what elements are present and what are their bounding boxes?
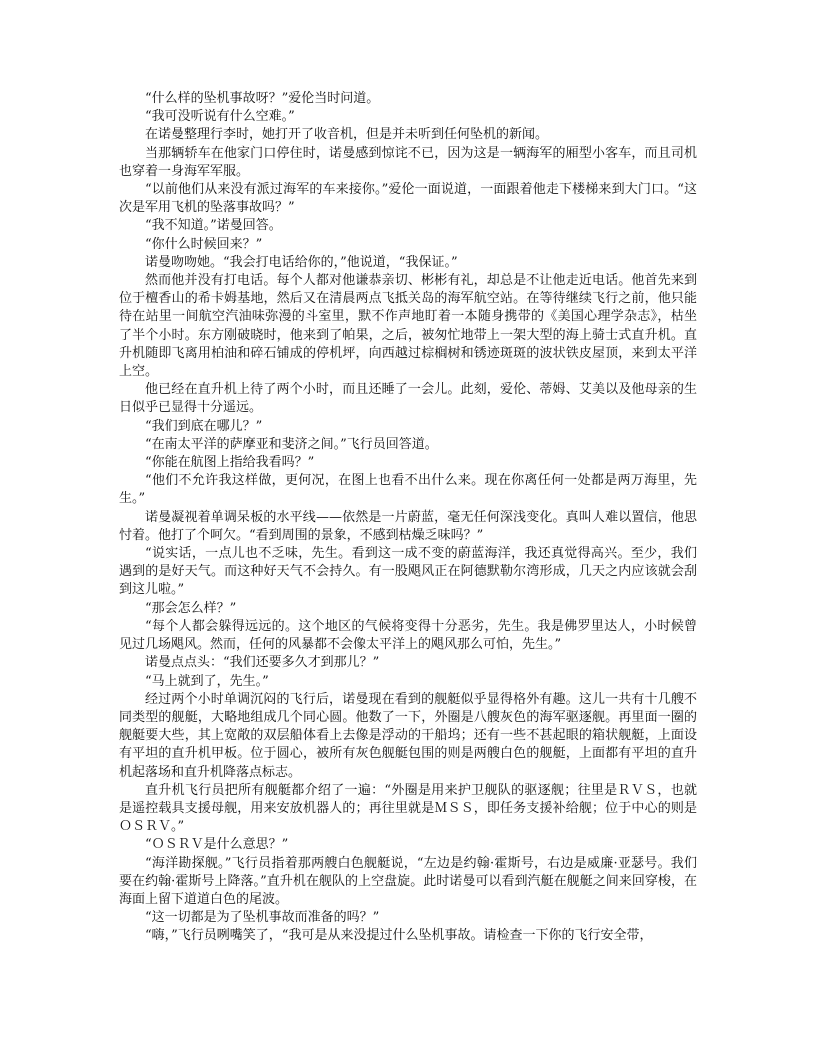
paragraph: “说实话，一点儿也不乏味，先生。看到这一成不变的蔚蓝海洋，我还真觉得高兴。至少，我们遇到的是好天气。而这种好天气不会持久。有一股飓风正在阿德默勒尔湾形成，几天之内应该就会刮到这儿啦。” (119, 546, 697, 598)
paragraph: “那会怎么样？” (145, 600, 237, 616)
paragraph: “在南太平洋的萨摩亚和斐济之间。”飞行员回答道。 (145, 436, 438, 452)
paragraph: “这一切都是为了坠机事故而准备的吗？” (145, 910, 380, 926)
document-page (119, 90, 697, 946)
paragraph: “你什么时候回来？” (145, 236, 263, 252)
paragraph: “他们不允许我这样做，更何况，在图上也看不出什么来。现在你离任何一处都是两万海里，先生。” (119, 473, 697, 507)
paragraph: “我可没听说有什么空难。” (145, 109, 295, 125)
paragraph: 直升机飞行员把所有舰艇都介绍了一遍：“外圈是用来护卫舰队的驱逐舰；往里是ＲＶＳ，也就是遥控载具支援母舰，用来安放机器人的；再往里就是ＭＳＳ，即任务支援补给舰；位于中心的则是ＯＳＲＶ。” (119, 782, 697, 835)
paragraph: “以前他们从来没有派过海军的车来接你。”爱伦一面说道，一面跟着他走下楼梯来到大门口。“这次是军用飞机的坠落事故吗？” (119, 182, 697, 216)
paragraph: “什么样的坠机事故呀？”爱伦当时问道。 (145, 91, 380, 106)
paragraph: 诺曼凝视着单调呆板的水平线——依然是一片蔚蓝，毫无任何深浅变化。真叫人难以置信，他思忖着。他打了个呵欠。“看到周围的景象，不感到枯燥乏味吗？” (119, 509, 697, 543)
paragraph: “海洋勘探舰。”飞行员指着那两艘白色舰艇说，“左边是约翰·霍斯号，右边是威廉·亚瑟号。我们要在约翰·霍斯号上降落。”直升机在舰队的上空盘旋。此时诺曼可以看到汽艇在舰艇之间来回穿梭，在海面上留下道道白色的尾波。 (119, 855, 697, 907)
paragraph: 当那辆轿车在他家门口停住时，诺曼感到惊诧不已，因为这是一辆海军的厢型小客车，而且司机也穿着一身海军军服。 (119, 145, 697, 179)
paragraph: 在诺曼整理行李时，她打开了收音机，但是并未听到任何坠机的新闻。 (145, 127, 549, 143)
paragraph: “我们到底在哪儿？” (145, 418, 263, 434)
paragraph: “你能在航图上指给我看吗？” (145, 455, 315, 471)
paragraph: 然而他并没有打电话。每个人都对他谦恭亲切、彬彬有礼，却总是不让他走近电话。他首先来到位于檀香山的希卡姆基地，然后又在清晨两点飞抵关岛的海军航空站。在等待继续飞行之前，他只能待在站里一间航空汽油味弥漫的斗室里，默不作声地盯着一本随身携带的《美国心理学杂志》，枯坐了半个小时。东方刚破晓时，他来到了帕果，之后，被匆忙地带上一架大型的海上骑士式直升机。直升机随即飞离用柏油和碎石铺成的停机坪，向西越过棕榈树和锈迹斑斑的波状铁皮屋顶，来到太平洋上空。 (119, 273, 697, 380)
paragraph: 诺曼点点头：“我们还要多久才到那儿？” (145, 655, 380, 671)
paragraph: “每个人都会躲得远远的。这个地区的气候将变得十分恶劣，先生。我是佛罗里达人，小时候曾见过几场飓风。然而，任何的风暴都不会像太平洋上的飓风那么可怕，先生。” (119, 618, 697, 653)
paragraph: “我不知道。”诺曼回答。 (145, 218, 282, 234)
paragraph: 诺曼吻吻她。“我会打电话给你的，”他说道，“我保证。” (145, 254, 458, 270)
paragraph: “ＯＳＲＶ是什么意思？” (145, 837, 289, 853)
paragraph: 经过两个小时单调沉闷的飞行后，诺曼现在看到的舰艇似乎显得格外有趣。这儿一共有十几艘不同类型的舰艇，大略地组成几个同心圆。他数了一下，外圈是八艘灰色的海军驱逐舰。再里面一圈的舰艇要大些，其上宽敞的双层船体看上去像是浮动的干船坞；还有一些不甚起眼的箱状舰艇，上面设有平坦的直升机甲板。位于圆心，被所有灰色舰艇包围的则是两艘白色的舰艇，上面都有平坦的直升机起落场和直升机降落点标志。 (119, 691, 697, 780)
paragraph: “马上就到了，先生。” (145, 673, 269, 689)
paragraph: “嗨，”飞行员咧嘴笑了，“我可是从来没提过什么坠机事故。请检查一下你的飞行安全带， (145, 928, 653, 944)
paragraph: 他已经在直升机上待了两个小时，而且还睡了一会儿。此刻，爱伦、蒂姆、艾美以及他母亲的生日似乎已显得十分遥远。 (119, 382, 697, 416)
